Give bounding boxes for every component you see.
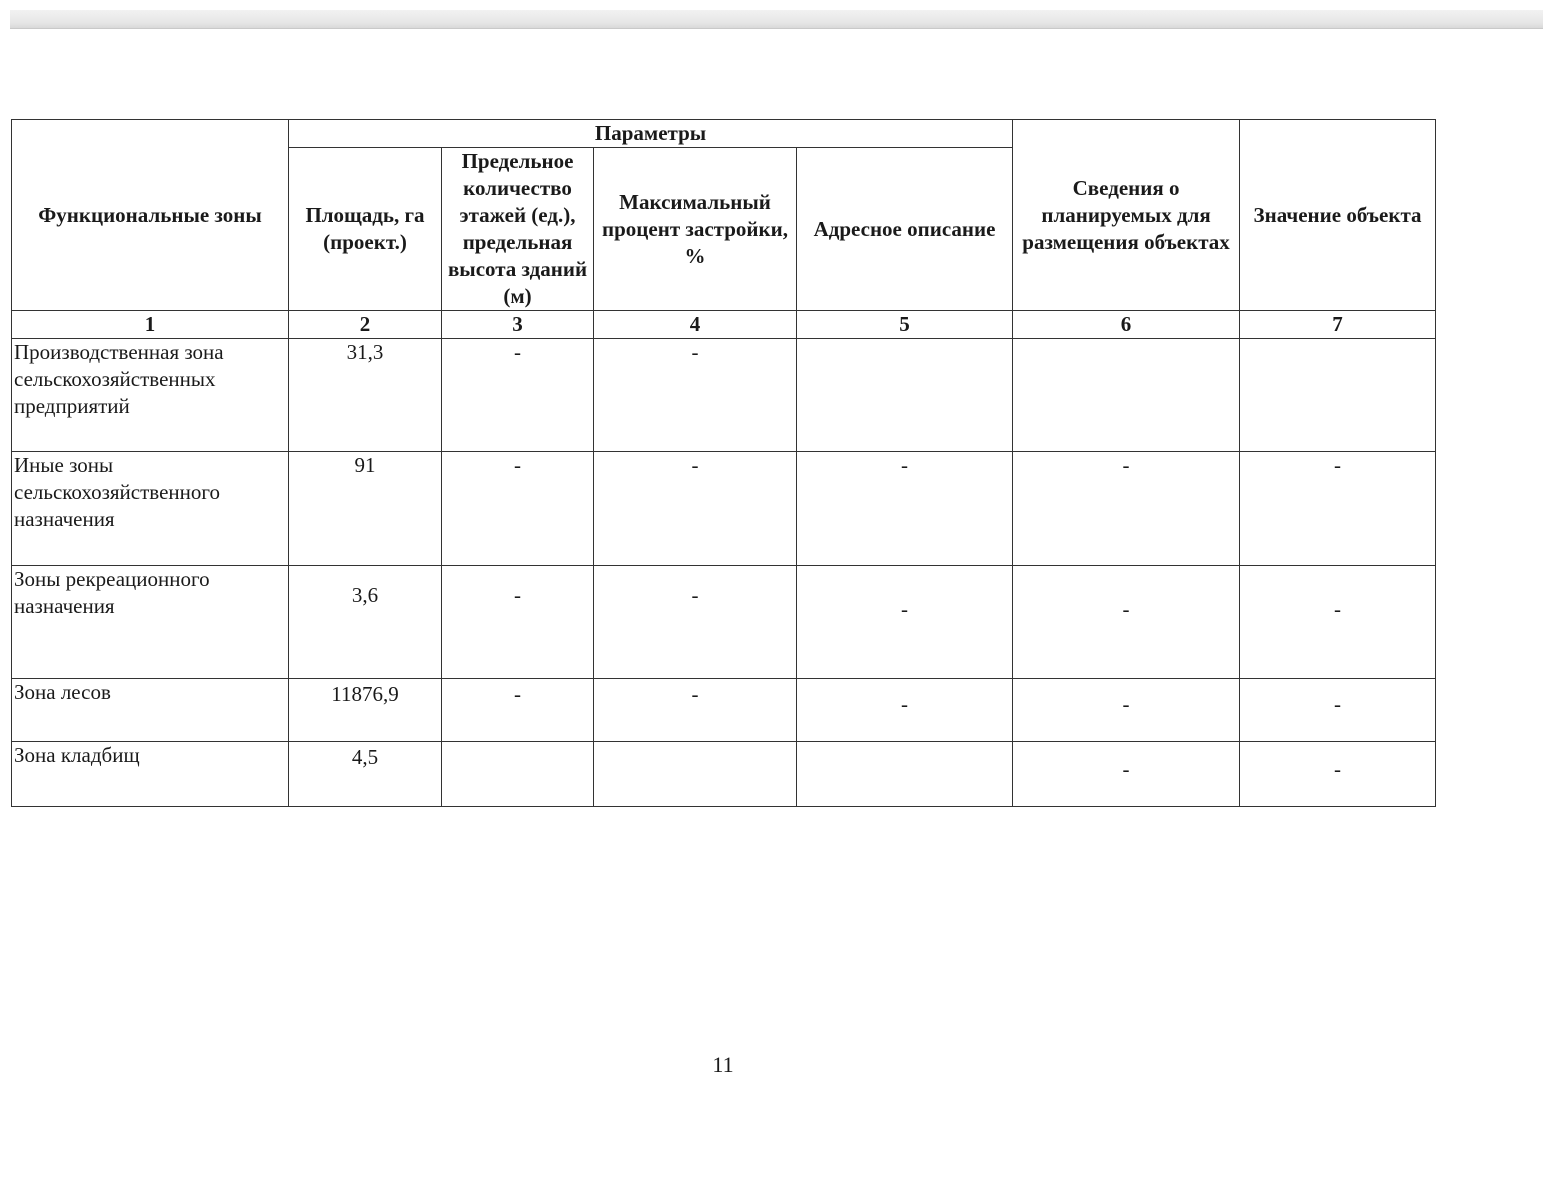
table-row bbox=[12, 742, 1436, 807]
address-cell: - bbox=[797, 566, 1013, 679]
table-row bbox=[12, 566, 1436, 679]
floors-cell bbox=[442, 742, 594, 807]
column-number: 3 bbox=[442, 311, 594, 339]
area-cell: 11876,9 bbox=[289, 679, 442, 742]
percent-cell: - bbox=[594, 679, 797, 742]
percent-cell: - bbox=[594, 566, 797, 679]
address-cell: - bbox=[797, 452, 1013, 566]
column-number-row bbox=[12, 311, 1436, 339]
header-area: Площадь, га (проект.) bbox=[289, 148, 442, 311]
objects-cell: - bbox=[1013, 452, 1240, 566]
floors-cell: - bbox=[442, 452, 594, 566]
address-cell: - bbox=[797, 679, 1013, 742]
significance-cell: - bbox=[1240, 452, 1436, 566]
column-number: 2 bbox=[289, 311, 442, 339]
header-parameters-group: Параметры bbox=[289, 120, 1013, 148]
page-number: 11 bbox=[712, 1052, 734, 1077]
header-object-significance: Значение объекта bbox=[1240, 120, 1436, 311]
column-number: 6 bbox=[1013, 311, 1240, 339]
floors-cell: - bbox=[442, 679, 594, 742]
header-floors-height: Предельное количество этажей (ед.), предельная высота зданий (м) bbox=[442, 148, 594, 311]
area-cell: 91 bbox=[289, 452, 442, 566]
header-functional-zones: Функциональные зоны bbox=[12, 120, 289, 311]
table-row bbox=[12, 452, 1436, 566]
significance-cell: - bbox=[1240, 566, 1436, 679]
floors-cell: - bbox=[442, 566, 594, 679]
objects-cell: - bbox=[1013, 742, 1240, 807]
objects-cell bbox=[1013, 339, 1240, 452]
area-cell: 3,6 bbox=[289, 566, 442, 679]
zone-name-cell: Зона лесов bbox=[12, 679, 289, 742]
column-number: 1 bbox=[12, 311, 289, 339]
table-row bbox=[12, 339, 1436, 452]
zone-name-cell: Иные зоны сельскохозяйственного назначения bbox=[12, 452, 289, 566]
significance-cell: - bbox=[1240, 679, 1436, 742]
zone-name-cell: Производственная зона сельскохозяйственных предприятий bbox=[12, 339, 289, 452]
area-cell: 31,3 bbox=[289, 339, 442, 452]
percent-cell bbox=[594, 742, 797, 807]
significance-cell: - bbox=[1240, 742, 1436, 807]
column-number: 4 bbox=[594, 311, 797, 339]
header-planned-objects: Сведения о планируемых для размещения объектах bbox=[1013, 120, 1240, 311]
floors-cell: - bbox=[442, 339, 594, 452]
column-number: 7 bbox=[1240, 311, 1436, 339]
column-number: 5 bbox=[797, 311, 1013, 339]
significance-cell bbox=[1240, 339, 1436, 452]
percent-cell: - bbox=[594, 339, 797, 452]
objects-cell: - bbox=[1013, 566, 1240, 679]
percent-cell: - bbox=[594, 452, 797, 566]
scan-edge bbox=[10, 10, 1543, 29]
zone-name-cell: Зоны рекреационного назначения bbox=[12, 566, 289, 679]
address-cell bbox=[797, 742, 1013, 807]
address-cell bbox=[797, 339, 1013, 452]
objects-cell: - bbox=[1013, 679, 1240, 742]
functional-zones-table bbox=[11, 119, 1436, 807]
area-cell: 4,5 bbox=[289, 742, 442, 807]
header-max-build-percent: Максимальный процент застройки, % bbox=[594, 148, 797, 311]
header-address: Адресное описание bbox=[797, 148, 1013, 311]
header-row-top bbox=[12, 120, 1436, 148]
zone-name-cell: Зона кладбищ bbox=[12, 742, 289, 807]
table-row bbox=[12, 679, 1436, 742]
